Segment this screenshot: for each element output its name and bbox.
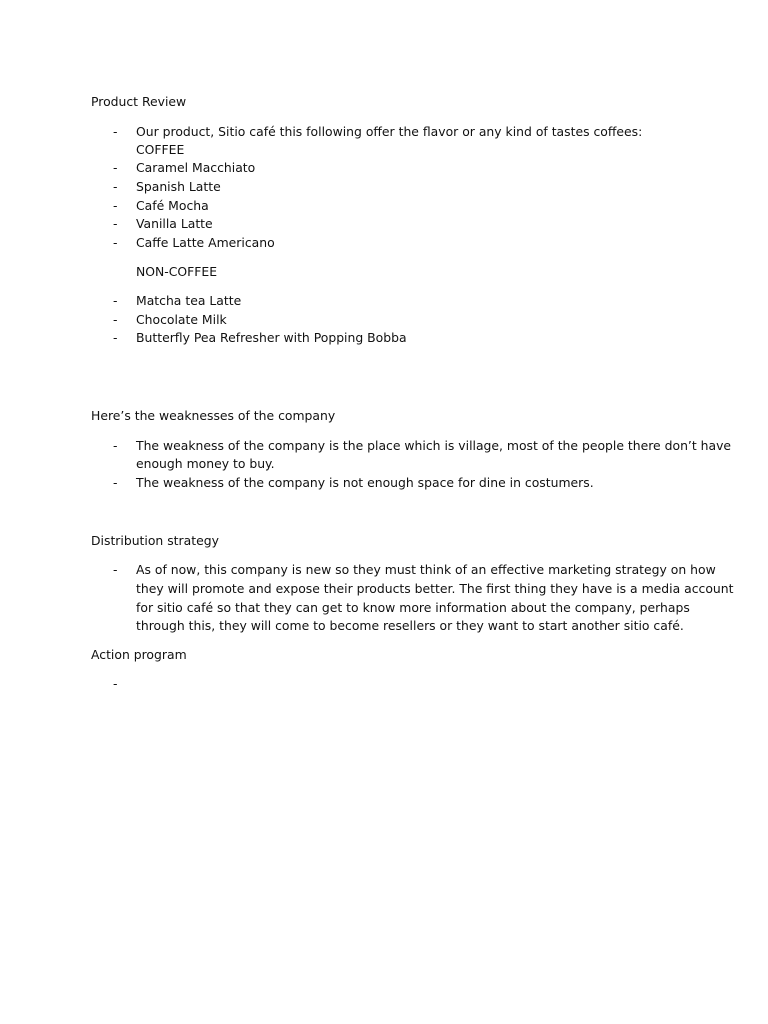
list-bullet: -: [113, 438, 118, 453]
list-bullet: -: [113, 235, 118, 250]
weakness-item-line: enough money to buy.: [136, 456, 275, 471]
weakness-item-line: The weakness of the company is not enough space for dine in costumers.: [136, 475, 594, 490]
list-bullet: -: [113, 179, 118, 194]
coffee-item: Caramel Macchiato: [136, 160, 256, 175]
distribution-text-line: they will promote and expose their products better. The first thing they have is a media account: [136, 581, 734, 596]
product-intro-text: Our product, Sitio café this following offer the flavor or any kind of tastes coffees:: [136, 124, 643, 139]
coffee-item: Spanish Latte: [136, 179, 221, 194]
list-bullet: -: [113, 160, 118, 175]
section-heading-weaknesses: Here’s the weaknesses of the company: [91, 408, 336, 423]
list-bullet: -: [113, 198, 118, 213]
non-coffee-item: Matcha tea Latte: [136, 293, 242, 308]
list-bullet: -: [113, 475, 118, 490]
list-bullet: -: [113, 216, 118, 231]
coffee-item: Caffe Latte Americano: [136, 235, 275, 250]
distribution-text-line: through this, they will come to become resellers or they want to start another sitio café.: [136, 618, 684, 633]
list-bullet: -: [113, 124, 118, 139]
weakness-item-line: The weakness of the company is the place which is village, most of the people there don’t have: [136, 438, 732, 453]
section-heading-action-program: Action program: [91, 647, 187, 662]
list-bullet: -: [113, 330, 118, 345]
coffee-item: Café Mocha: [136, 198, 209, 213]
non-coffee-label: NON-COFFEE: [136, 264, 218, 279]
section-heading-distribution: Distribution strategy: [91, 533, 219, 548]
non-coffee-item: Butterfly Pea Refresher with Popping Bobba: [136, 330, 407, 345]
list-bullet: -: [113, 312, 118, 327]
list-bullet: -: [113, 293, 118, 308]
non-coffee-item: Chocolate Milk: [136, 312, 227, 327]
section-heading-product-review: Product Review: [91, 94, 187, 109]
coffee-item: Vanilla Latte: [136, 216, 213, 231]
distribution-text-line: for sitio café so that they can get to know more information about the company, perhaps: [136, 600, 690, 615]
distribution-text-line: As of now, this company is new so they must think of an effective marketing strategy on how: [136, 562, 716, 577]
coffee-label: COFFEE: [136, 142, 185, 157]
list-bullet: -: [113, 676, 118, 691]
list-bullet: -: [113, 562, 118, 577]
